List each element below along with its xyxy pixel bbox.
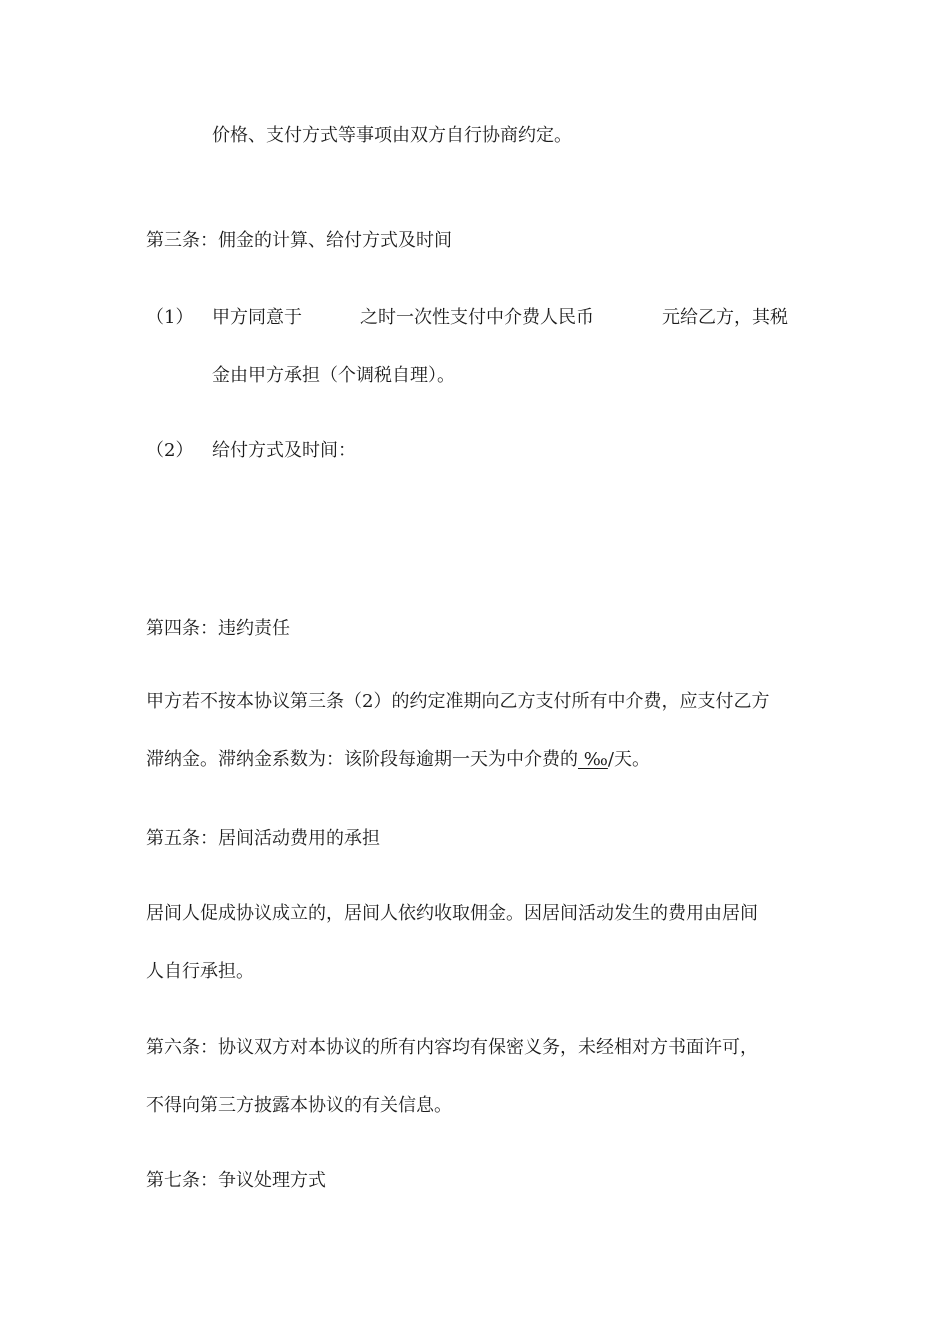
article-4-paragraph-line-2 (146, 748, 650, 772)
article-4-paragraph-line-1: 甲方若不按本协议第三条（2）的约定准期向乙方支付所有中介费，应支付乙方 (146, 691, 770, 712)
paragraph-price-terms: 价格、支付方式等事项由双方自行协商约定。 (212, 125, 572, 146)
item-1-text-b: 之时一次性支付中介费人民币 (360, 307, 594, 328)
article-7-title: 第七条：争议处理方式 (146, 1170, 326, 1191)
article-3-title: 第三条：佣金的计算、给付方式及时间 (146, 230, 452, 251)
item-2-number: （2） (146, 440, 194, 461)
article-4-title: 第四条：违约责任 (146, 618, 290, 639)
item-1-text-a: 甲方同意于 (212, 307, 302, 328)
article-5-paragraph-line-2: 人自行承担。 (146, 961, 254, 982)
article-6-line-1: 第六条：协议双方对本协议的所有内容均有保密义务，未经相对方书面许可， (146, 1037, 758, 1058)
article-6-line-2: 不得向第三方披露本协议的有关信息。 (146, 1095, 452, 1116)
item-1-continuation: 金由甲方承担（个调税自理）。 (212, 365, 455, 386)
item-1-text-c: 元给乙方，其税 (662, 307, 788, 328)
late-fee-rate-blank: ‰ (578, 749, 608, 770)
article-5-title: 第五条：居间活动费用的承担 (146, 828, 380, 849)
late-fee-text: 滞纳金。滞纳金系数为：该阶段每逾期一天为中介费的 (146, 749, 578, 770)
article-5-paragraph-line-1: 居间人促成协议成立的，居间人依约收取佣金。因居间活动发生的费用由居间 (146, 903, 758, 924)
item-1-number: （1） (146, 307, 194, 328)
item-2-text: 给付方式及时间： (212, 440, 356, 461)
late-fee-unit: /天。 (607, 749, 650, 770)
